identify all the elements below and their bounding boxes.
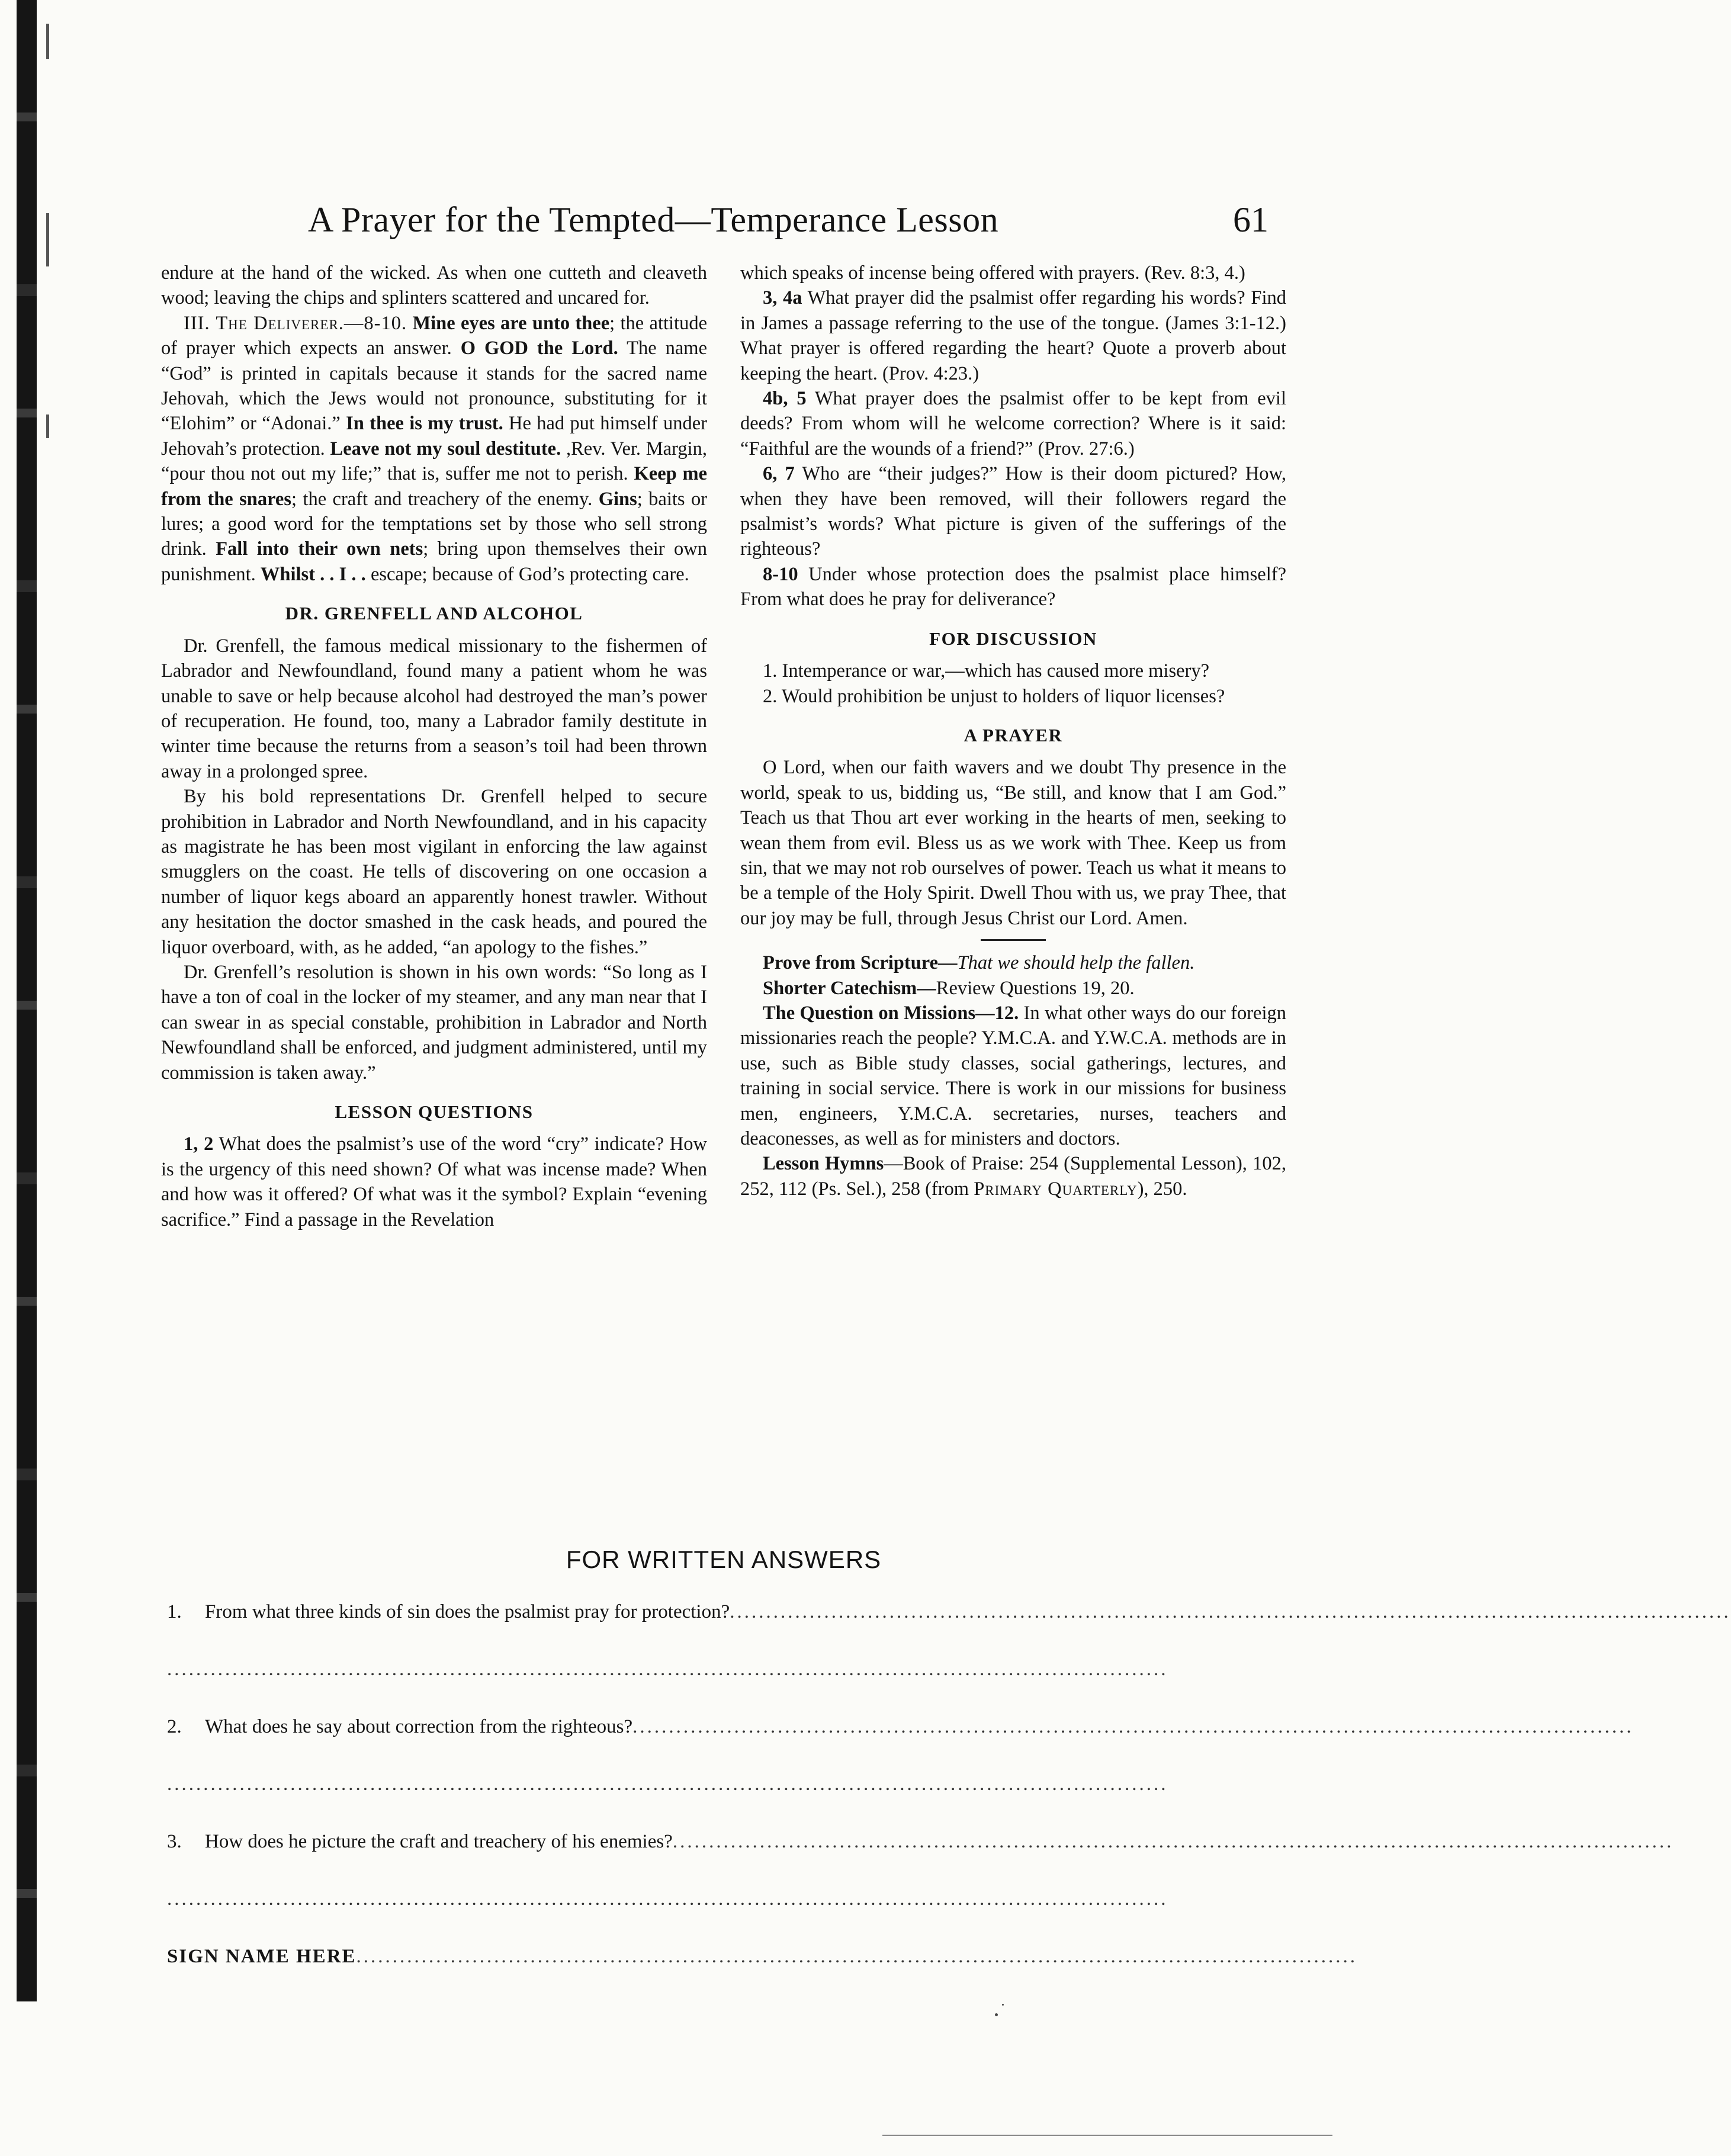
text: He had put himself under Jehovah’s protection. (161, 413, 708, 460)
binding-speck (46, 213, 49, 266)
written-question-2 (167, 1714, 1634, 1740)
binding-speck (46, 415, 49, 438)
text: What prayer did the psalmist offer regarding his words? Find in James a passage referring to the use of the tongue. (James 3:1-12.) What prayer is offered regarding the heart? Quote a proverb about keeping the heart. (Prov. 4:23.) (740, 287, 1286, 384)
text: Primary Quarterly (974, 1178, 1138, 1200)
sign-name-label: SIGN NAME HERE (167, 1946, 357, 1967)
missions-question (740, 1001, 1286, 1151)
bold-phrase: Leave not my soul destitute. (330, 438, 561, 460)
text: ; baits or lures; a good word for the temptations set by those who sell strong drink. (161, 488, 708, 560)
deliverer-paragraph (161, 311, 707, 587)
running-head-title: A Prayer for the Tempted—Temperance Lesson (308, 200, 999, 239)
page-binding-edge (17, 0, 37, 2001)
question-text: From what three kinds of sin does the psalmist pray for protection? (205, 1601, 730, 1622)
bold-phrase: Fall into their own nets (216, 538, 423, 560)
bold-phrase: In thee is my trust. (346, 413, 503, 435)
text: ,Rev. Ver. Margin, “pour thou not out my life;” that is, suffer me not to perish. (161, 438, 707, 485)
continued-paragraph: which speaks of incense being offered with prayers. (Rev. 8:3, 4.) (740, 262, 1245, 284)
answer-line[interactable] (167, 1886, 1289, 1912)
answer-leader[interactable]: .......................................................................................................................................... (167, 1659, 1168, 1680)
text: Under whose protection does the psalmist place himself? From what does he pray for deliverance? (740, 563, 1287, 611)
lesson-question (740, 386, 1286, 461)
label: Lesson Hymns (763, 1153, 884, 1175)
bold-phrase: Keep me from the snares (161, 463, 707, 510)
discussion-heading: FOR DISCUSSION (929, 628, 1097, 649)
written-answers-title: FOR WRITTEN ANSWERS (566, 1545, 882, 1573)
label: The Question on Missions—12. (763, 1002, 1019, 1024)
text: What prayer does the psalmist offer to be kept from evil deeds? From whom will he welcome correction? Where is it said: “Faithful are the wounds of a friend?” (Prov. 27:6.) (740, 388, 1286, 460)
prayer-heading: A PRAYER (964, 724, 1063, 746)
question-text: How does he picture the craft and treachery of his enemies? (205, 1831, 673, 1852)
answer-line[interactable] (167, 1656, 1289, 1682)
lesson-question (740, 562, 1286, 612)
grenfell-paragraph: Dr. Grenfell, the famous medical missionary to the fishermen of Labrador and Newfoundland, found many a patient whom he was unable to save or help because alcohol had destroyed the man’s power of recuperation. He found, too, many a Labrador family destitute in winter time because the returns from a season’s toil had been thrown away in a prolonged spree. (161, 635, 707, 782)
text: ; bring upon themselves their own punishment. (161, 538, 708, 585)
text: ; the craft and treachery of the enemy. (291, 488, 593, 510)
grenfell-heading: DR. GRENFELL AND ALCOHOL (285, 603, 583, 624)
label: Prove from Scripture— (763, 952, 958, 974)
verse-ref: 3, 4a (763, 287, 802, 309)
bold-phrase: Whilst . . I . . (260, 563, 366, 585)
section-divider (981, 939, 1046, 941)
text: —Book of Praise: 254 (Supplemental Lesson), 102, 252, 112 (Ps. Sel.), 258 (from (740, 1153, 1286, 1200)
question-number: 1. (167, 1601, 182, 1622)
grenfell-paragraph: By his bold representations Dr. Grenfell helped to secure prohibition in Labrador and North Newfoundland, and in his capacity as magistrate he has been most vigilant in enforcing the law against smugglers on the coast. He tells of discovering on one occasion a number of liquor kegs aboard an apparently honest trawler. Without any hesitation the doctor smashed in the cask heads, and poured the liquor overboard, with, as he added, “an apology to the fishes.” (161, 786, 707, 958)
text: Who are “their judges?” How is their doom pictured? How, when they have been removed, will their followers regard the psalmist’s words? What picture is given of the sufferings of the righteous? (740, 463, 1286, 560)
section-heading-deliverer: III. The Deliverer.—8-10. (184, 312, 407, 334)
bold-phrase: O GOD the Lord. (460, 338, 618, 359)
verse-ref: 1, 2 (184, 1133, 214, 1155)
verse-ref: 8-10 (763, 563, 798, 585)
page-number: 61 (1233, 200, 1268, 239)
verse-ref: 6, 7 (763, 463, 795, 485)
text: ), 250. (1137, 1178, 1187, 1200)
right-column (740, 261, 1286, 1201)
question-number: 3. (167, 1831, 182, 1852)
lesson-question (161, 1132, 707, 1232)
signature-leader[interactable]: .......................................................................................................................................... (356, 1946, 1358, 1967)
bold-phrase: Gins (598, 488, 637, 510)
discussion-item: 1. Intemperance or war,—which has caused more misery? (763, 660, 1210, 682)
text: escape; because of God’s protecting care. (370, 563, 689, 585)
print-speck (995, 2013, 998, 2016)
question-number: 2. (167, 1716, 182, 1737)
lesson-question (740, 285, 1286, 386)
text: In what other ways do our foreign missionaries reach the people? Y.M.C.A. and Y.W.C.A. methods are in use, such as Bible study classes, social gatherings, lectures, and training in social service. There is work in our missions for business men, engineers, Y.M.C.A. secretaries, nurses, teachers and deaconesses, as well as for ministers and doctors. (740, 1002, 1286, 1149)
discussion-item: 2. Would prohibition be unjust to holders of liquor licenses? (763, 685, 1225, 707)
answer-leader[interactable]: .......................................................................................................................................... (672, 1831, 1674, 1852)
print-speck (1002, 2004, 1004, 2006)
answer-leader[interactable]: .......................................................................................................................................... (632, 1716, 1634, 1737)
lesson-questions-heading: LESSON QUESTIONS (335, 1101, 534, 1122)
shorter-catechism (740, 976, 1286, 1001)
written-question-1 (167, 1599, 1731, 1625)
prayer-paragraph: O Lord, when our faith wavers and we doubt Thy presence in the world, speak to us, bidding us, “Be still, and know that I am God.” Teach us that Thou art ever working in the hearts of men, seeking to wean them from evil. Bless us as we work with Thee. Keep us from sin, that we may not rob ourselves of power. Teach us what it means to be a temple of the Holy Spirit. Dwell Thou with us, we pray Thee, that our joy may be full, through Jesus Christ our Lord. Amen. (740, 757, 1286, 929)
lesson-question (740, 461, 1286, 562)
prove-from-scripture (740, 950, 1286, 975)
text: That we should help the fallen. (957, 952, 1195, 974)
text: Review Questions 19, 20. (936, 977, 1135, 999)
intro-paragraph: endure at the hand of the wicked. As when one cutteth and cleaveth wood; leaving the chips and splinters scattered and uncared for. (161, 262, 707, 309)
lesson-hymns (740, 1151, 1286, 1201)
binding-speck (46, 24, 49, 59)
question-text: What does he say about correction from the righteous? (205, 1716, 633, 1737)
text: The name “God” is printed in capitals because it stands for the sacred name Jehovah, which the Jews would not pronounce, substituting for it “Elohim” or “Adonai.” (161, 338, 707, 435)
answer-line[interactable] (167, 1771, 1289, 1797)
label: Shorter Catechism— (763, 977, 936, 999)
answer-leader[interactable]: .......................................................................................................................................... (167, 1888, 1168, 1910)
sign-name-line (167, 1943, 1358, 1969)
grenfell-paragraph: Dr. Grenfell’s resolution is shown in his own words: “So long as I have a ton of coal in the locker of my steamer, and any man near that I can swear in as special constable, prohibition in Labrador and North Newfoundland shall be enforced, and judgment administered, until my commission is taken away.” (161, 961, 707, 1084)
verse-ref: 4b, 5 (763, 388, 807, 410)
bottom-rule (882, 2135, 1332, 2136)
text: ; the attitude of prayer which expects an answer. (161, 312, 708, 359)
left-column (161, 261, 707, 1232)
bold-phrase: Mine eyes are unto thee (412, 312, 610, 334)
answer-leader[interactable]: .......................................................................................................................................... (730, 1601, 1731, 1622)
text: What does the psalmist’s use of the word “cry” indicate? How is the urgency of this need shown? Of what was incense made? When and how was it offered? Of what was it the symbol? Explain “evening sacrifice.” Find a passage in the Revelation (161, 1133, 708, 1230)
answer-leader[interactable]: .......................................................................................................................................... (167, 1773, 1168, 1795)
written-question-3 (167, 1829, 1674, 1855)
